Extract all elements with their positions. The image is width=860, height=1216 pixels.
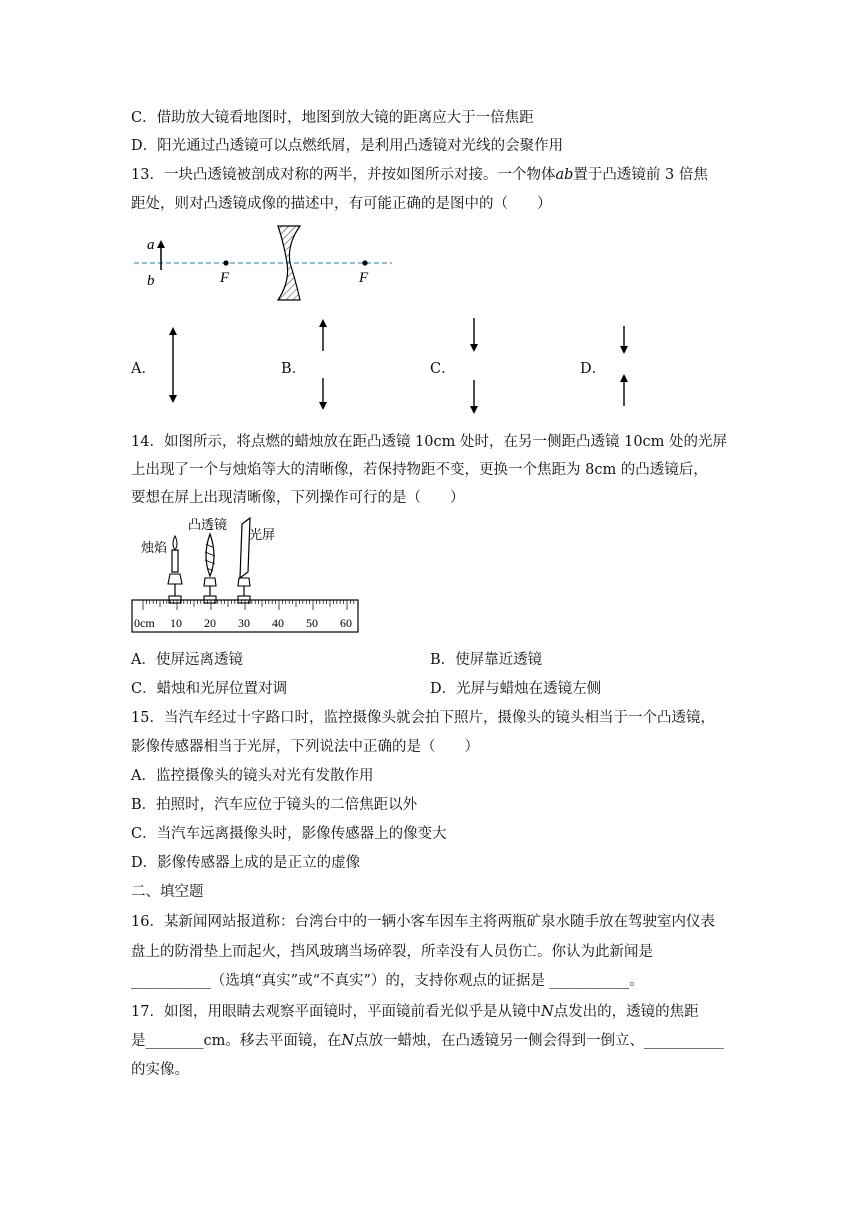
arrowhead-down	[620, 346, 628, 354]
q13-option-c-diagram	[464, 316, 484, 416]
q15-option-d: D．影像传感器上成的是正立的虚像	[131, 855, 361, 871]
q14-stem-line2: 上出现了一个与烛焰等大的清晰像，若保持物距不变，更换一个焦距为 8cm 的凸透镜后，	[131, 462, 708, 478]
q14-option-a: A．使屏远离透镜	[131, 652, 243, 668]
arrowhead-up	[620, 374, 628, 382]
q14-stem-line1: 14．如图所示，将点燃的蜡烛放在距凸透镜 10cm 处时，在另一侧距凸透镜 10cm 处的光屏	[131, 434, 728, 450]
q15-option-b: B．拍照时，汽车应位于镜头的二倍焦距以外	[131, 797, 418, 813]
q17-var-n: N	[540, 1004, 554, 1020]
candle	[168, 536, 182, 603]
ruler-tick-label: 20	[204, 616, 216, 630]
q15-option-a: A．监控摄像头的镜头对光有发散作用	[131, 768, 374, 784]
arrowhead-down	[169, 395, 177, 403]
q14-option-b: B．使屏靠近透镜	[430, 652, 543, 668]
q17-stem-line1: 17．如图，用眼睛去观察平面镜时，平面镜前看光似乎是从镜中N点发出的，透镜的焦距	[131, 1004, 699, 1020]
arrowhead-up	[319, 319, 327, 327]
q17-stem-line2: 是________cm。移去平面镜，在N点放一蜡烛，在凸透镜另一侧会得到一倒立、___________	[131, 1033, 724, 1049]
ruler-tick-label: 40	[272, 616, 284, 630]
q16-stem-line1: 16．某新闻网站报道称：台湾台中的一辆小客车因车主将两瓶矿泉水随手放在驾驶室内仪表	[131, 914, 715, 930]
arrowhead-down	[470, 406, 478, 414]
arrowhead-down	[470, 344, 478, 352]
focus-point-left	[223, 260, 228, 265]
label-b: b	[147, 273, 155, 289]
object-arrowhead	[157, 240, 165, 248]
arrowhead-up	[169, 327, 177, 335]
q13-option-d-label: D．	[580, 361, 607, 377]
q13-option-c-label: C．	[430, 361, 456, 377]
section-heading-fill-in: 二、填空题	[131, 884, 204, 900]
ruler-tick-label: 50	[306, 616, 318, 630]
q13-lens-figure	[130, 222, 400, 306]
q15-stem-line2: 影像传感器相当于光屏，下列说法中正确的是（ ）	[131, 739, 479, 755]
q13-stem-line1: 13．一块凸透镜被剖成对称的两半，并按如图所示对接。一个物体ab置于凸透镜前 3 倍焦	[131, 167, 708, 183]
ruler-tick-label: 10	[170, 616, 182, 630]
q13-stem-line2: 距处，则对凸透镜成像的描述中，有可能正确的是图中的（ ）	[131, 196, 552, 212]
arrowhead-down	[319, 402, 327, 410]
q13-var-ab: ab	[555, 167, 574, 183]
ruler-tick-label: 30	[238, 616, 250, 630]
ruler-tick-label: 0cm	[134, 616, 155, 630]
label-f-left: F	[220, 270, 230, 286]
label-a: a	[147, 237, 155, 253]
q13-option-a-label: A．	[131, 361, 156, 377]
q17-var-n-2: N	[341, 1033, 355, 1049]
convex-lens	[204, 534, 216, 603]
q13-option-d-diagram	[614, 324, 634, 408]
label-candle: 烛焰	[141, 540, 168, 555]
label-screen: 光屏	[249, 527, 276, 542]
q14-option-c: C．蜡烛和光屏位置对调	[131, 681, 288, 697]
q12-option-c: C．借助放大镜看地图时，地图到放大镜的距离应大于一倍焦距	[131, 110, 534, 126]
focus-point-right	[362, 260, 367, 265]
q13-option-b-label: B．	[281, 361, 307, 377]
label-lens: 凸透镜	[188, 517, 228, 532]
ruler	[132, 600, 358, 632]
q16-stem-line2: 盘上的防滑垫上而起火，挡风玻璃当场碎裂，所幸没有人员伤亡。你认为此新闻是	[131, 944, 653, 960]
q13-option-b-diagram	[313, 318, 333, 412]
q14-optical-bench-figure	[130, 514, 362, 638]
q12-option-d: D．阳光通过凸透镜可以点燃纸屑，是利用凸透镜对光线的会聚作用	[131, 138, 564, 154]
q17-stem-line3: 的实像。	[131, 1062, 189, 1078]
q16-stem-line3: ___________（选填“真实”或“不真实”）的，支持你观点的证据是 ___________。	[131, 973, 644, 989]
q13-option-a-diagram	[163, 326, 183, 404]
q14-stem-line3: 要想在屏上出现清晰像，下列操作可行的是（ ）	[131, 490, 465, 506]
q15-option-c: C．当汽车远离摄像头时，影像传感器上的像变大	[131, 826, 447, 842]
ruler-tick-label: 60	[340, 616, 352, 630]
q14-option-d: D．光屏与蜡烛在透镜左侧	[430, 681, 602, 697]
q15-stem-line1: 15．当汽车经过十字路口时，监控摄像头就会拍下照片，摄像头的镜头相当于一个凸透镜，	[131, 710, 715, 726]
label-f-right: F	[359, 270, 369, 286]
